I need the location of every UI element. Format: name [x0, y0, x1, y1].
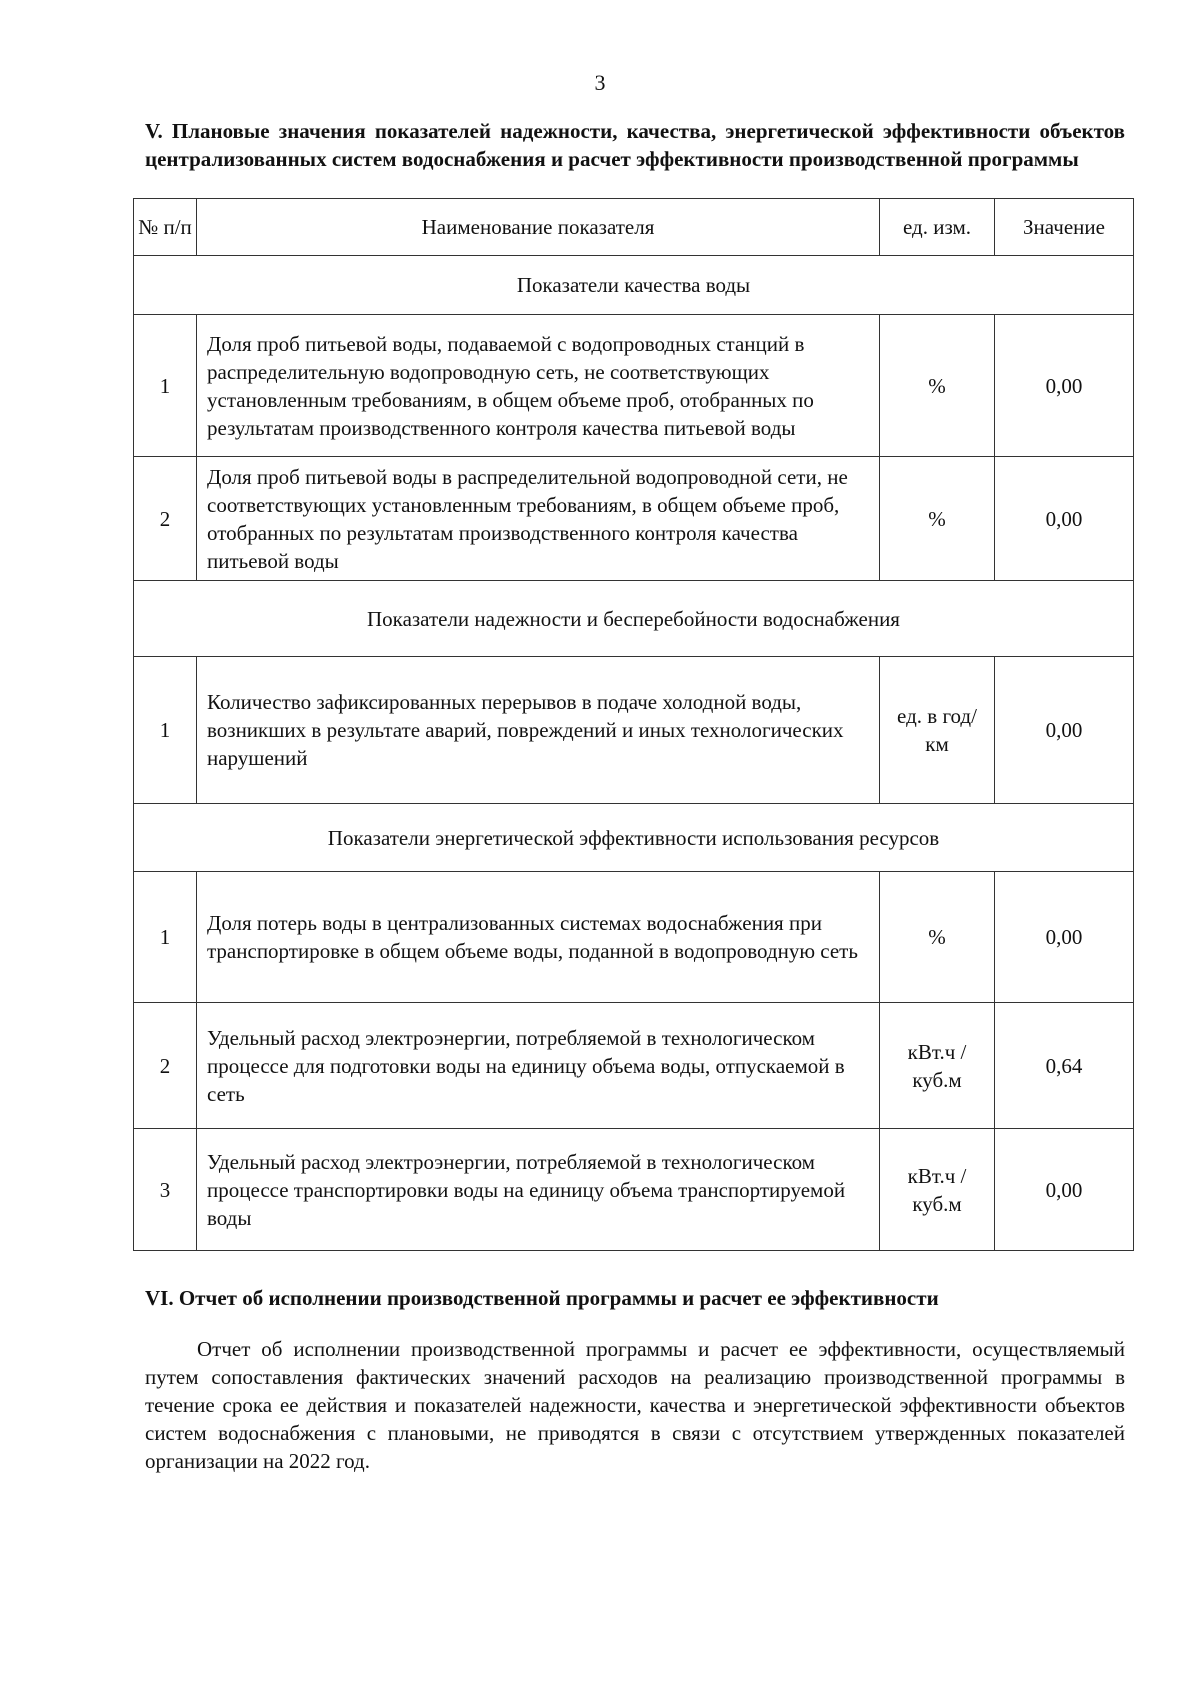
- row-value: 0,00: [995, 457, 1134, 581]
- row-unit: кВт.ч / куб.м: [880, 1129, 995, 1251]
- page-number: 3: [594, 70, 606, 95]
- row-unit: кВт.ч / куб.м: [880, 1003, 995, 1129]
- row-num: 2: [134, 1003, 197, 1129]
- table-row: [134, 315, 1134, 457]
- header-unit: ед. изм.: [880, 199, 995, 256]
- row-num: 1: [134, 872, 197, 1003]
- row-name: Доля потерь воды в централизованных системах водоснабжения при транспортировке в общем объеме воды, поданной в водопроводную сеть: [197, 872, 880, 1003]
- table-row: [134, 657, 1134, 804]
- row-num: 1: [134, 657, 197, 804]
- group-row: [134, 804, 1134, 872]
- group-row: [134, 581, 1134, 657]
- group-title-reliability: Показатели надежности и бесперебойности водоснабжения: [134, 581, 1134, 657]
- header-num: № п/п: [134, 199, 197, 256]
- group-row: [134, 256, 1134, 315]
- table-header-row: [134, 199, 1134, 256]
- row-unit: %: [880, 872, 995, 1003]
- section-5-title: V. Плановые значения показателей надежности, качества, энергетической эффективности объектов централизованных систем водоснабжения и расчет эффективности производственной программы: [145, 119, 1125, 171]
- row-name: Доля проб питьевой воды, подаваемой с водопроводных станций в распределительную водопроводную сеть, не соответствующих установленным требованиям, в общем объеме проб, отобранных по результатам производственного контроля качества питьевой воды: [197, 315, 880, 457]
- header-value: Значение: [995, 199, 1134, 256]
- row-value: 0,00: [995, 1129, 1134, 1251]
- indicators-table: [133, 198, 1134, 1251]
- header-name: Наименование показателя: [197, 199, 880, 256]
- section-6-title: VI. Отчет об исполнении производственной программы и расчет ее эффективности: [145, 1286, 939, 1310]
- row-unit: %: [880, 457, 995, 581]
- row-value: 0,00: [995, 872, 1134, 1003]
- report-paragraph: Отчет об исполнении производственной программы и расчет ее эффективности, осуществляемый путем сопоставления фактических значений расходов на реализацию производственной программы в течение срока ее действия и показателей надежности, качества и энергетической эффективности объектов систем водоснабжения с плановыми, не приводятся в связи с отсутствием утвержденных показателей организации на 2022 год.: [145, 1337, 1125, 1473]
- table-row: [134, 1003, 1134, 1129]
- row-value: 0,64: [995, 1003, 1134, 1129]
- row-name: Доля проб питьевой воды в распределительной водопроводной сети, не соответствующих установленным требованиям, в общем объеме проб, отобранных по результатам производственного контроля качества питьевой воды: [197, 457, 880, 581]
- group-title-energy: Показатели энергетической эффективности использования ресурсов: [134, 804, 1134, 872]
- row-value: 0,00: [995, 657, 1134, 804]
- row-num: 1: [134, 315, 197, 457]
- row-value: 0,00: [995, 315, 1134, 457]
- table-row: [134, 457, 1134, 581]
- row-unit: ед. в год/ км: [880, 657, 995, 804]
- row-unit: %: [880, 315, 995, 457]
- row-num: 2: [134, 457, 197, 581]
- table-row: [134, 872, 1134, 1003]
- group-title-quality: Показатели качества воды: [134, 256, 1134, 315]
- row-num: 3: [134, 1129, 197, 1251]
- row-name: Количество зафиксированных перерывов в подаче холодной воды, возникших в результате аварий, повреждений и иных технологических нарушений: [197, 657, 880, 804]
- row-name: Удельный расход электроэнергии, потребляемой в технологическом процессе для подготовки воды на единицу объема воды, отпускаемой в сеть: [197, 1003, 880, 1129]
- table-row: [134, 1129, 1134, 1251]
- row-name: Удельный расход электроэнергии, потребляемой в технологическом процессе транспортировки воды на единицу объема транспортируемой воды: [197, 1129, 880, 1251]
